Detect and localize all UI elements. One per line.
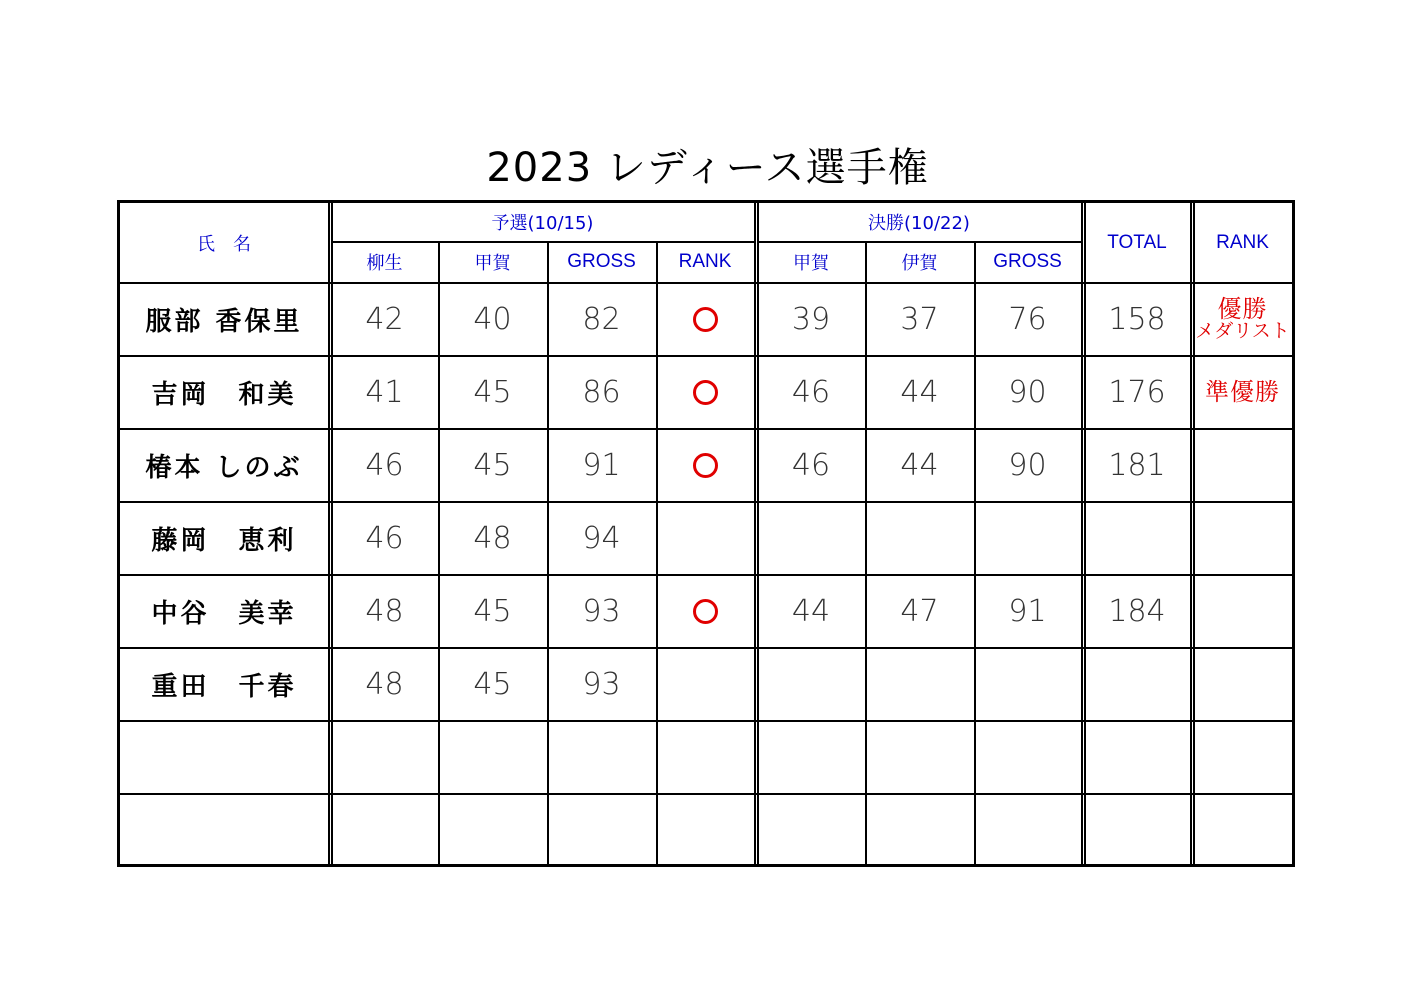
final-gross-score <box>974 503 1081 574</box>
final-gross-score <box>974 649 1081 720</box>
final-gross-score <box>974 795 1081 866</box>
qualified-circle-icon <box>693 380 718 405</box>
rank-cell <box>1193 649 1292 720</box>
prelim-gross-score <box>547 722 656 793</box>
final-koka-score: 46 <box>791 448 831 483</box>
final-iga-score <box>865 503 974 574</box>
final-koka-score: 39 <box>791 302 831 337</box>
rank-cell <box>1193 576 1292 647</box>
player-name: 服部 香保里 <box>145 307 303 337</box>
rank-cell <box>1193 430 1292 501</box>
final-koka-score <box>757 649 865 720</box>
final-gross-score: 90 <box>1008 448 1047 483</box>
header-prelim-koka: 甲賀 <box>474 252 511 274</box>
final-iga-score: 44 <box>900 375 939 410</box>
header-prelim-yagyu: 柳生 <box>366 252 403 274</box>
prelim-koka-score: 45 <box>473 448 512 483</box>
player-name <box>120 795 328 866</box>
final-iga-score <box>865 722 974 793</box>
header-final-gross: GROSS <box>993 250 1062 272</box>
total-score <box>1084 649 1190 720</box>
player-name: 吉岡 和美 <box>151 380 297 410</box>
prelim-rank-cell <box>656 576 754 647</box>
prelim-yagyu-score: 48 <box>365 594 404 629</box>
prelim-yagyu-score: 48 <box>365 667 404 702</box>
header-final-iga: 伊賀 <box>901 252 938 274</box>
grid-line-vertical <box>1081 203 1083 864</box>
final-iga-score: 37 <box>900 302 939 337</box>
prelim-gross-score: 82 <box>582 302 621 337</box>
prelim-rank-cell <box>656 357 754 428</box>
prelim-gross-score: 91 <box>582 448 621 483</box>
prelim-yagyu-score: 46 <box>365 521 404 556</box>
prelim-rank-cell <box>656 649 754 720</box>
award-label: 優勝 <box>1217 294 1268 323</box>
rank-cell <box>1193 795 1292 866</box>
prelim-yagyu-score: 46 <box>365 448 404 483</box>
header-prelim-gross: GROSS <box>567 250 636 272</box>
total-score <box>1084 722 1190 793</box>
prelim-rank-cell <box>656 284 754 355</box>
rank-cell <box>1193 722 1292 793</box>
rank-cell <box>1193 503 1292 574</box>
final-koka-score: 44 <box>791 594 831 629</box>
prelim-yagyu-score: 42 <box>365 302 404 337</box>
prelim-yagyu-score <box>331 722 438 793</box>
prelim-rank-cell <box>656 795 754 866</box>
prelim-gross-score: 86 <box>582 375 621 410</box>
grid-line-vertical <box>754 203 756 864</box>
prelim-yagyu-score: 41 <box>365 375 404 410</box>
header-prelim-rank: RANK <box>678 250 732 272</box>
final-koka-score <box>757 795 865 866</box>
final-iga-score: 47 <box>900 594 939 629</box>
prelim-gross-score <box>547 795 656 866</box>
prelim-koka-score: 48 <box>473 521 512 556</box>
header-final: 決勝(10/22) <box>868 213 970 234</box>
page-title: 2023 レディース選手権 <box>486 145 929 191</box>
prelim-gross-score: 93 <box>582 667 621 702</box>
prelim-rank-cell <box>656 430 754 501</box>
grid-line-horizontal <box>757 241 1081 243</box>
prelim-rank-cell <box>656 722 754 793</box>
grid-line-vertical <box>1190 203 1192 864</box>
total-score <box>1084 795 1190 866</box>
prelim-koka-score: 40 <box>473 302 512 337</box>
total-score: 176 <box>1108 375 1166 410</box>
final-gross-score: 91 <box>1008 594 1047 629</box>
player-name: 重田 千春 <box>151 672 297 702</box>
prelim-koka-score: 45 <box>473 375 512 410</box>
total-score: 158 <box>1108 302 1166 337</box>
player-name: 中谷 美幸 <box>151 599 297 629</box>
final-koka-score: 46 <box>791 375 831 410</box>
player-name: 藤岡 恵利 <box>151 526 297 556</box>
prelim-rank-cell <box>656 503 754 574</box>
prelim-koka-score <box>438 795 547 866</box>
total-score: 184 <box>1108 594 1166 629</box>
player-name <box>120 722 328 793</box>
rank-cell <box>1193 357 1292 428</box>
final-koka-score <box>757 722 865 793</box>
final-iga-score: 44 <box>900 448 939 483</box>
qualified-circle-icon <box>693 599 718 624</box>
prelim-koka-score: 45 <box>473 667 512 702</box>
final-gross-score <box>974 722 1081 793</box>
prelim-gross-score: 93 <box>582 594 621 629</box>
rank-cell <box>1193 284 1292 355</box>
header-total: TOTAL <box>1107 231 1167 253</box>
final-iga-score <box>865 795 974 866</box>
final-gross-score: 76 <box>1008 302 1047 337</box>
qualified-circle-icon <box>693 307 718 332</box>
qualified-circle-icon <box>693 453 718 478</box>
final-iga-score <box>865 649 974 720</box>
final-koka-score <box>757 503 865 574</box>
player-name: 椿本 しのぶ <box>145 453 303 483</box>
award-sublabel: メダリスト <box>1195 320 1290 343</box>
grid-line-horizontal <box>331 241 754 243</box>
header-rank: RANK <box>1216 231 1269 253</box>
header-final-koka: 甲賀 <box>793 252 829 274</box>
total-score: 181 <box>1108 448 1166 483</box>
total-score <box>1084 503 1190 574</box>
prelim-gross-score: 94 <box>582 521 621 556</box>
prelim-yagyu-score <box>331 795 438 866</box>
prelim-koka-score: 45 <box>473 594 512 629</box>
award-label: 準優勝 <box>1205 377 1280 406</box>
final-gross-score: 90 <box>1008 375 1047 410</box>
prelim-koka-score <box>438 722 547 793</box>
header-name: 氏 名 <box>197 233 251 255</box>
grid-line-vertical <box>328 203 330 864</box>
score-table <box>117 200 1295 867</box>
header-prelim: 予選(10/15) <box>491 213 594 234</box>
